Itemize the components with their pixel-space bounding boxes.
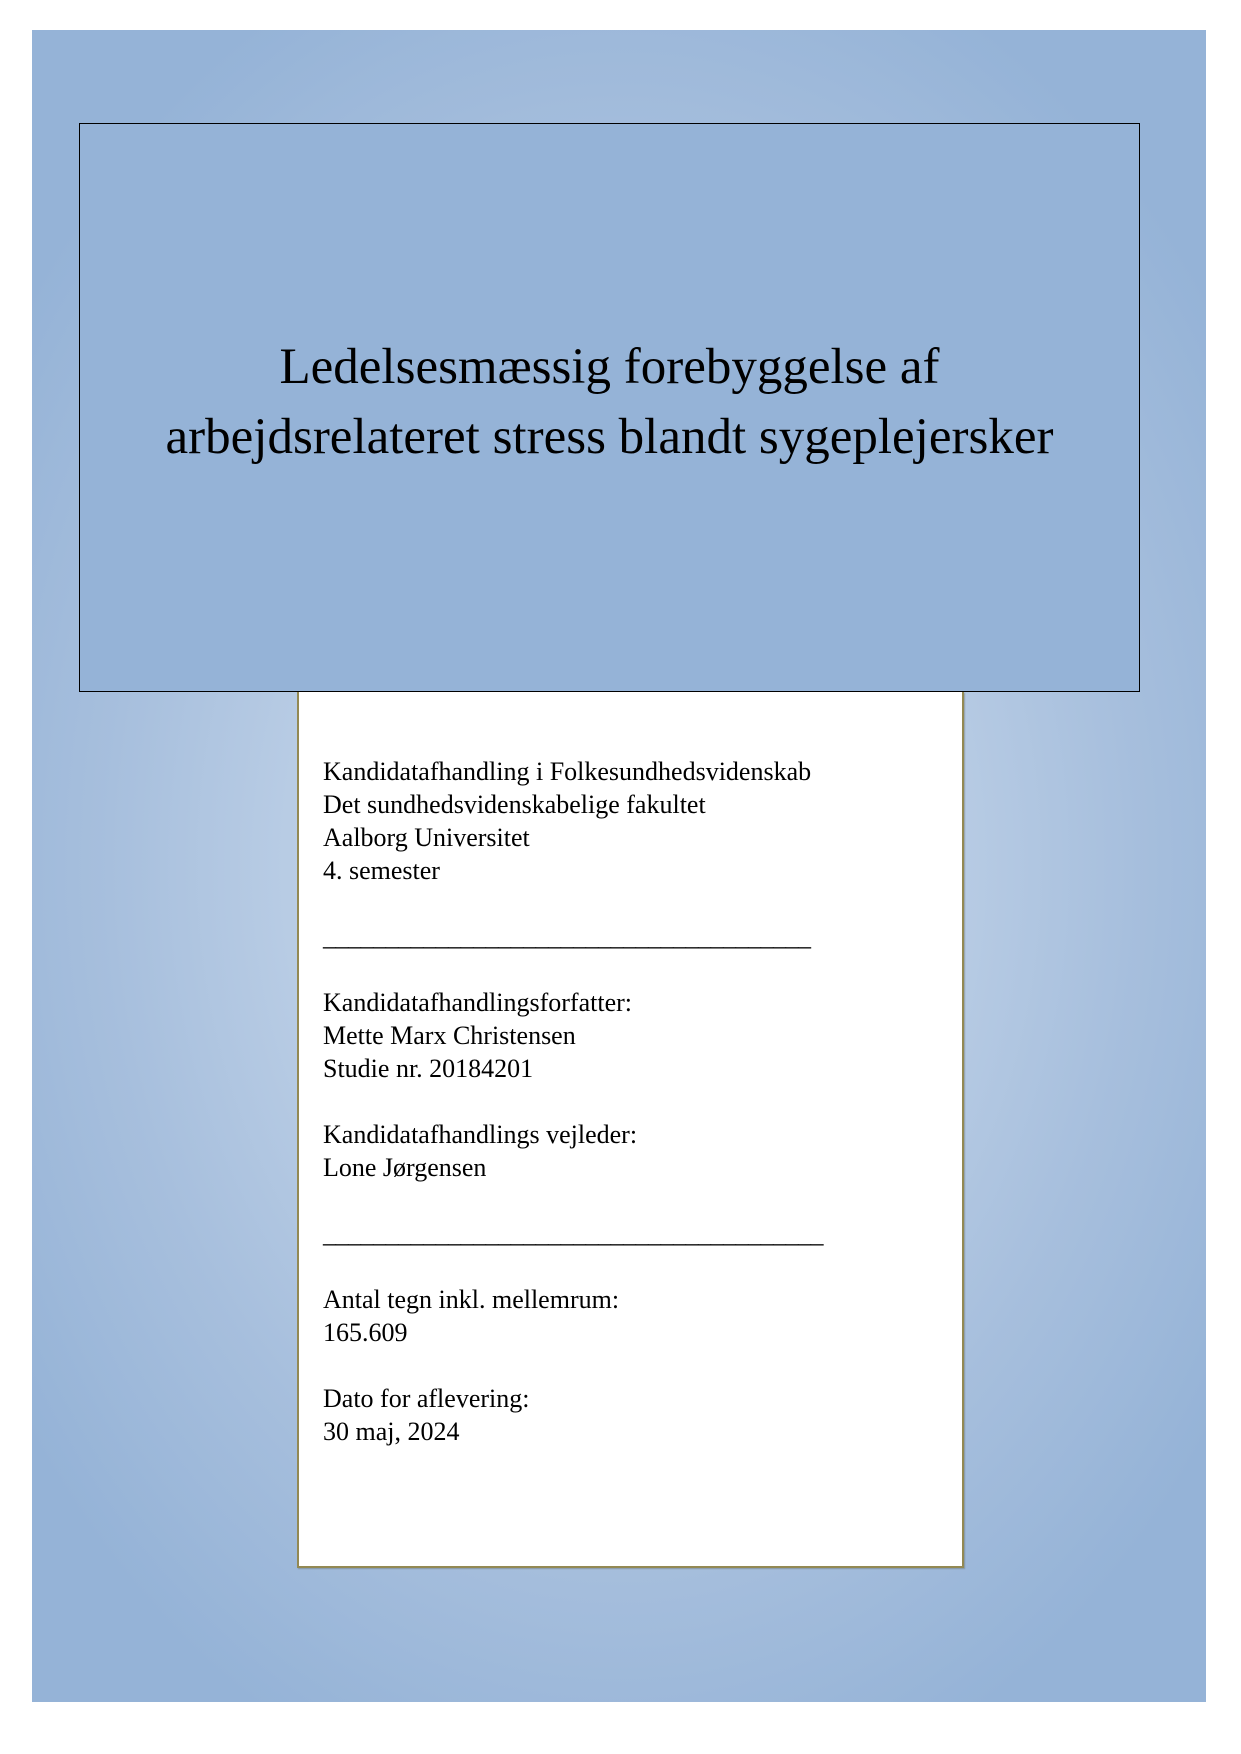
info-content bbox=[323, 755, 823, 1448]
supervisor-label: Kandidatafhandlings vejleder: bbox=[323, 1120, 638, 1149]
spacer bbox=[323, 1349, 823, 1382]
thesis-title bbox=[166, 332, 1054, 472]
supervisor-name: Lone Jørgensen bbox=[323, 1153, 487, 1182]
separator-line-2: ________________________________________ bbox=[323, 1219, 823, 1248]
character-count-label: Antal tegn inkl. mellemrum: bbox=[323, 1285, 620, 1314]
student-number: Studie nr. 20184201 bbox=[323, 1054, 534, 1083]
submission-date: 30 maj, 2024 bbox=[323, 1417, 460, 1446]
character-count-value: 165.609 bbox=[323, 1318, 408, 1347]
spacer bbox=[323, 953, 823, 986]
university: Aalborg Universitet bbox=[323, 823, 530, 852]
title-box bbox=[79, 123, 1140, 692]
title-line-1: Ledelsesmæssig forebyggelse af bbox=[279, 338, 940, 395]
spacer bbox=[323, 1250, 823, 1283]
semester: 4. semester bbox=[323, 856, 440, 885]
title-line-2: arbejdsrelateret stress blandt sygeplejersker bbox=[165, 408, 1054, 465]
submission-label: Dato for aflevering: bbox=[323, 1384, 530, 1413]
separator-line-1: _______________________________________ bbox=[323, 922, 811, 951]
thesis-type: Kandidatafhandling i Folkesundhedsvidenskab bbox=[323, 757, 812, 786]
author-name: Mette Marx Christensen bbox=[323, 1021, 576, 1050]
faculty: Det sundhedsvidenskabelige fakultet bbox=[323, 790, 706, 819]
info-box bbox=[297, 692, 964, 1568]
author-label: Kandidatafhandlingsforfatter: bbox=[323, 988, 632, 1017]
spacer bbox=[323, 1184, 823, 1217]
spacer bbox=[323, 1085, 823, 1118]
spacer bbox=[323, 887, 823, 920]
